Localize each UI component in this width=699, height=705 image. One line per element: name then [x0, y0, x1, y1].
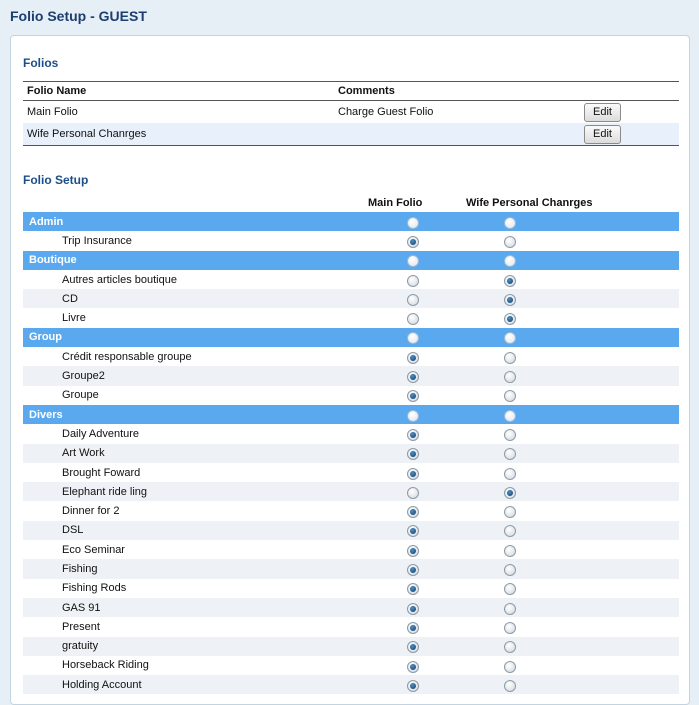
wife-folio-radio[interactable]: [504, 564, 516, 576]
charge-item-label: Groupe: [23, 386, 407, 405]
charge-item-label: Elephant ride ling: [23, 482, 407, 501]
wife-folio-radio[interactable]: [504, 506, 516, 518]
wife-folio-cell: [504, 656, 601, 675]
charge-item-label: Livre: [23, 308, 407, 327]
main-folio-cell: [407, 521, 504, 540]
folio-comments: [334, 123, 580, 146]
wife-folio-cell: [504, 675, 601, 694]
main-folio-radio[interactable]: [407, 390, 419, 402]
wife-folio-radio[interactable]: [504, 468, 516, 480]
row-filler: [601, 444, 679, 463]
charge-item-row: [23, 347, 679, 366]
main-folio-cell: [407, 444, 504, 463]
charge-item-row: [23, 386, 679, 405]
charge-item-row: [23, 444, 679, 463]
main-folio-cell: [407, 270, 504, 289]
main-folio-cell: [407, 308, 504, 327]
main-folio-radio[interactable]: [407, 313, 419, 325]
charge-item-label: Crédit responsable groupe: [23, 347, 407, 366]
main-folio-radio[interactable]: [407, 487, 419, 499]
row-filler: [601, 675, 679, 694]
main-folio-radio[interactable]: [407, 352, 419, 364]
content-panel: [10, 35, 690, 705]
folios-header-row: [23, 82, 679, 101]
category-row: [23, 212, 679, 231]
main-folio-radio[interactable]: [407, 448, 419, 460]
charge-item-row: [23, 617, 679, 636]
charge-item-label: Holding Account: [23, 675, 407, 694]
charge-item-row: [23, 463, 679, 482]
wife-folio-radio[interactable]: [504, 545, 516, 557]
wife-folio-radio[interactable]: [504, 525, 516, 537]
charge-item-label: Daily Adventure: [23, 424, 407, 443]
main-folio-radio[interactable]: [407, 468, 419, 480]
main-folio-radio[interactable]: [407, 275, 419, 287]
main-folio-radio[interactable]: [407, 332, 419, 344]
main-folio-cell: [407, 598, 504, 617]
folios-section-title: Folios: [23, 56, 59, 70]
charge-item-label: Dinner for 2: [23, 501, 407, 520]
wife-folio-radio[interactable]: [504, 641, 516, 653]
main-folio-radio[interactable]: [407, 525, 419, 537]
wife-folio-cell: [504, 386, 601, 405]
wife-folio-radio[interactable]: [504, 313, 516, 325]
charge-item-row: [23, 501, 679, 520]
main-folio-radio[interactable]: [407, 603, 419, 615]
row-filler: [601, 386, 679, 405]
wife-folio-cell: [504, 308, 601, 327]
row-filler: [601, 270, 679, 289]
wife-folio-column-header: Wife Personal Chanrges: [466, 197, 593, 209]
category-row: [23, 328, 679, 347]
wife-folio-radio[interactable]: [504, 275, 516, 287]
charge-item-row: [23, 424, 679, 443]
main-folio-cell: [407, 328, 504, 347]
category-row: [23, 405, 679, 424]
main-folio-radio[interactable]: [407, 217, 419, 229]
wife-folio-cell: [504, 424, 601, 443]
charge-item-label: CD: [23, 289, 407, 308]
page-title: Folio Setup - GUEST: [10, 8, 147, 24]
main-folio-cell: [407, 366, 504, 385]
charge-item-label: Fishing: [23, 559, 407, 578]
wife-folio-radio[interactable]: [504, 236, 516, 248]
row-filler: [601, 424, 679, 443]
row-filler: [601, 521, 679, 540]
main-folio-cell: [407, 212, 504, 231]
main-folio-cell: [407, 463, 504, 482]
edit-folio-button[interactable]: Edit: [584, 103, 621, 122]
wife-folio-radio[interactable]: [504, 217, 516, 229]
row-filler: [601, 617, 679, 636]
row-filler: [601, 559, 679, 578]
wife-folio-cell: [504, 366, 601, 385]
main-folio-cell: [407, 386, 504, 405]
category-label: Group: [23, 328, 407, 347]
category-row: [23, 251, 679, 270]
main-folio-cell: [407, 675, 504, 694]
wife-folio-cell: [504, 617, 601, 636]
main-folio-radio[interactable]: [407, 583, 419, 595]
main-folio-cell: [407, 289, 504, 308]
folios-table: [23, 81, 679, 146]
charge-item-label: Brought Foward: [23, 463, 407, 482]
main-folio-radio[interactable]: [407, 622, 419, 634]
charge-item-row: [23, 579, 679, 598]
charge-item-label: Horseback Riding: [23, 656, 407, 675]
main-folio-radio[interactable]: [407, 255, 419, 267]
wife-folio-radio[interactable]: [504, 352, 516, 364]
charge-item-row: [23, 598, 679, 617]
main-folio-cell: [407, 540, 504, 559]
main-folio-radio[interactable]: [407, 545, 419, 557]
charge-item-row: [23, 270, 679, 289]
row-filler: [601, 328, 679, 347]
charge-item-label: GAS 91: [23, 598, 407, 617]
row-filler: [601, 482, 679, 501]
wife-folio-radio[interactable]: [504, 680, 516, 692]
wife-folio-radio[interactable]: [504, 603, 516, 615]
charge-item-row: [23, 289, 679, 308]
charge-item-label: Autres articles boutique: [23, 270, 407, 289]
wife-folio-cell: [504, 521, 601, 540]
main-folio-cell: [407, 231, 504, 250]
main-folio-radio[interactable]: [407, 410, 419, 422]
row-filler: [601, 289, 679, 308]
folio-comments: Charge Guest Folio: [338, 106, 434, 118]
main-folio-radio[interactable]: [407, 371, 419, 383]
wife-folio-cell: [504, 637, 601, 656]
charge-item-row: [23, 637, 679, 656]
row-filler: [601, 308, 679, 327]
row-filler: [601, 501, 679, 520]
main-folio-radio[interactable]: [407, 564, 419, 576]
wife-folio-radio[interactable]: [504, 429, 516, 441]
category-label: Boutique: [23, 251, 407, 270]
category-label: Divers: [23, 405, 407, 424]
wife-folio-cell: [504, 405, 601, 424]
charge-item-row: [23, 231, 679, 250]
wife-folio-cell: [504, 444, 601, 463]
wife-folio-radio[interactable]: [504, 390, 516, 402]
main-folio-cell: [407, 501, 504, 520]
wife-folio-radio[interactable]: [504, 583, 516, 595]
row-filler: [601, 251, 679, 270]
folio-name: Main Folio: [27, 106, 78, 118]
wife-folio-radio[interactable]: [504, 622, 516, 634]
wife-folio-radio[interactable]: [504, 448, 516, 460]
wife-folio-cell: [504, 598, 601, 617]
main-folio-cell: [407, 405, 504, 424]
charge-item-row: [23, 656, 679, 675]
wife-folio-radio[interactable]: [504, 255, 516, 267]
folio-setup-section-title: Folio Setup: [23, 173, 89, 187]
wife-folio-radio[interactable]: [504, 294, 516, 306]
comments-header: Comments: [334, 82, 580, 101]
wife-folio-cell: [504, 482, 601, 501]
wife-folio-cell: [504, 579, 601, 598]
row-filler: [601, 405, 679, 424]
row-filler: [601, 347, 679, 366]
main-folio-cell: [407, 559, 504, 578]
folio-row: [23, 123, 679, 146]
main-folio-cell: [407, 617, 504, 636]
wife-folio-cell: [504, 463, 601, 482]
charge-item-row: [23, 521, 679, 540]
main-folio-cell: [407, 579, 504, 598]
main-folio-cell: [407, 347, 504, 366]
main-folio-radio[interactable]: [407, 429, 419, 441]
category-label: Admin: [23, 212, 407, 231]
wife-folio-cell: [504, 328, 601, 347]
wife-folio-cell: [504, 559, 601, 578]
main-folio-radio[interactable]: [407, 294, 419, 306]
actions-header: [580, 82, 679, 101]
edit-folio-button[interactable]: Edit: [584, 125, 621, 144]
row-filler: [601, 637, 679, 656]
charge-item-row: [23, 308, 679, 327]
wife-folio-cell: [504, 501, 601, 520]
main-folio-cell: [407, 656, 504, 675]
row-filler: [601, 212, 679, 231]
main-folio-radio[interactable]: [407, 641, 419, 653]
folio-name: Wife Personal Chanrges: [23, 123, 334, 146]
charge-item-label: Fishing Rods: [23, 579, 407, 598]
row-filler: [601, 463, 679, 482]
charge-item-label: Groupe2: [23, 366, 407, 385]
wife-folio-cell: [504, 540, 601, 559]
wife-folio-radio[interactable]: [504, 410, 516, 422]
main-folio-cell: [407, 637, 504, 656]
folio-row: [23, 101, 679, 124]
wife-folio-cell: [504, 289, 601, 308]
main-folio-column-header: Main Folio: [368, 197, 423, 209]
main-folio-radio[interactable]: [407, 236, 419, 248]
charge-item-label: gratuity: [23, 637, 407, 656]
charge-item-label: Present: [23, 617, 407, 636]
main-folio-cell: [407, 251, 504, 270]
charge-item-label: Art Work: [23, 444, 407, 463]
charge-item-row: [23, 482, 679, 501]
main-folio-cell: [407, 482, 504, 501]
charge-item-row: [23, 366, 679, 385]
row-filler: [601, 579, 679, 598]
row-filler: [601, 540, 679, 559]
wife-folio-radio[interactable]: [504, 332, 516, 344]
folio-setup-table: [23, 212, 679, 694]
folio-name-header: Folio Name: [23, 82, 334, 101]
wife-folio-cell: [504, 270, 601, 289]
row-filler: [601, 366, 679, 385]
charge-item-label: DSL: [23, 521, 407, 540]
main-folio-cell: [407, 424, 504, 443]
main-folio-radio[interactable]: [407, 680, 419, 692]
main-folio-radio[interactable]: [407, 661, 419, 673]
wife-folio-radio[interactable]: [504, 661, 516, 673]
wife-folio-radio[interactable]: [504, 487, 516, 499]
wife-folio-radio[interactable]: [504, 371, 516, 383]
charge-item-row: [23, 675, 679, 694]
row-filler: [601, 656, 679, 675]
charge-item-row: [23, 559, 679, 578]
wife-folio-cell: [504, 347, 601, 366]
charge-item-label: Eco Seminar: [23, 540, 407, 559]
wife-folio-cell: [504, 212, 601, 231]
wife-folio-cell: [504, 231, 601, 250]
row-filler: [601, 598, 679, 617]
charge-item-row: [23, 540, 679, 559]
charge-item-label: Trip Insurance: [23, 231, 407, 250]
row-filler: [601, 231, 679, 250]
wife-folio-cell: [504, 251, 601, 270]
main-folio-radio[interactable]: [407, 506, 419, 518]
